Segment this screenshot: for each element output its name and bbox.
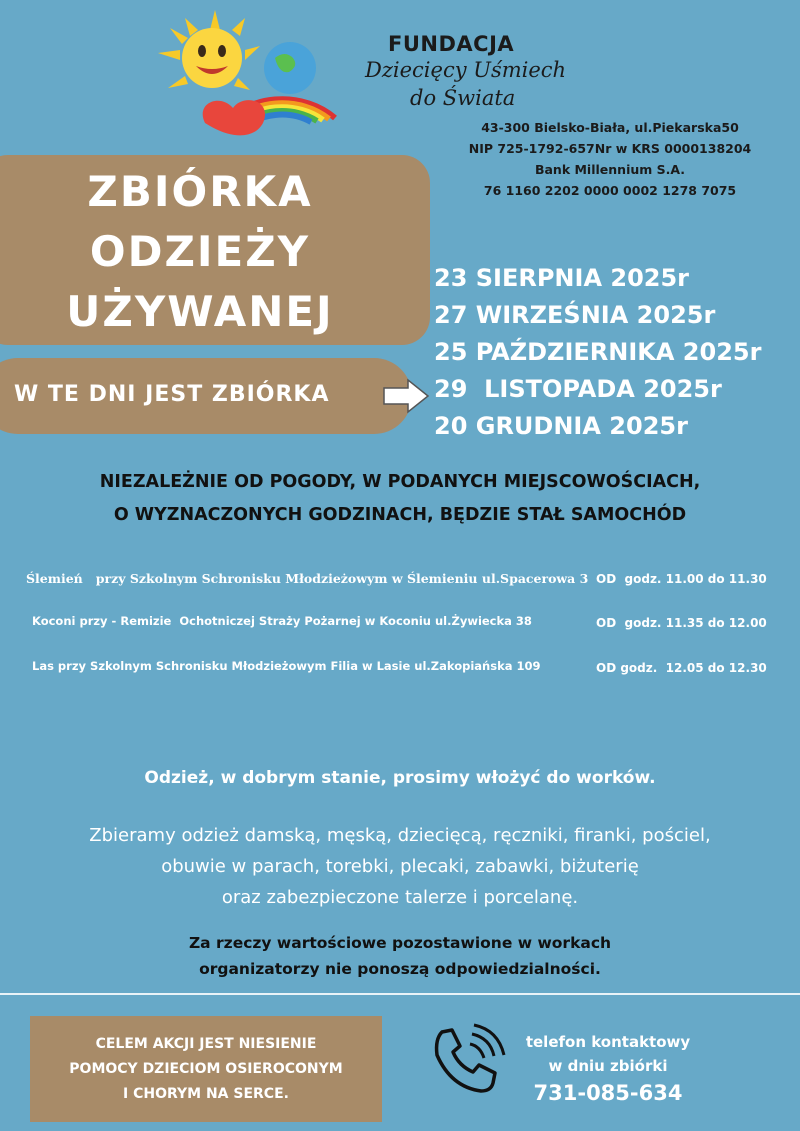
location-place: Koconi przy - Remizie Ochotniczej Straży Pożarnej w Koconiu ul.Żywiecka 38 [32, 614, 532, 628]
location-place: Ślemień przy Szkolnym Schronisku Młodzieżowym w Ślemieniu ul.Spacerowa 3 [26, 571, 589, 586]
arrow-right-icon [382, 378, 430, 414]
org-name: FUNDACJA [388, 32, 515, 56]
phone-icon [428, 1022, 508, 1102]
notice-line-1: NIEZALEŻNIE OD POGODY, W PODANYCH MIEJSCOWOŚCIACH, [99, 472, 701, 492]
location-time: OD godz. 11.35 do 12.00 [596, 616, 767, 630]
date-item: 29 LISTOPADA 2025r [434, 375, 722, 403]
location-time: OD godz. 11.00 do 11.30 [596, 572, 767, 586]
collection-days-label: W TE DNI JEST ZBIÓRKA [14, 382, 330, 407]
goal-line-1: CELEM AKCJI JEST NIESIENIE [95, 1036, 317, 1052]
goal-text [30, 1032, 382, 1107]
goal-line-3: I CHORYM NA SERCE. [123, 1086, 289, 1102]
title-line-2: ODZIEŻY [89, 227, 311, 276]
org-subtitle-2: do Świata [410, 86, 516, 110]
contact-phone-number[interactable]: 731-085-634 [533, 1081, 683, 1105]
org-info [440, 117, 780, 201]
contact-label [508, 1030, 708, 1078]
date-item: 20 GRUDNIA 2025r [434, 412, 688, 440]
org-subtitle-1: Dziecięcy Uśmiech [365, 58, 567, 82]
notice-line-2: O WYZNACZONYCH GODZINACH, BĘDZIE STAŁ SAMOCHÓD [113, 505, 687, 525]
collected-items-line-3: oraz zabezpieczone talerze i porcelanę. [221, 887, 579, 908]
disclaimer-line-2: organizatorzy nie ponoszą odpowiedzialności. [199, 960, 601, 978]
org-account: 76 1160 2202 0000 0002 1278 7075 [483, 183, 737, 198]
org-bank: Bank Millennium S.A. [534, 162, 686, 177]
page-title [0, 162, 400, 342]
disclaimer-line-1: Za rzeczy wartościowe pozostawione w workach [188, 934, 612, 952]
date-item: 23 SIERPNIA 2025r [434, 264, 690, 292]
collected-items-line-1: Zbieramy odzież damską, męską, dziecięcą, ręczniki, firanki, pościel, [89, 825, 711, 846]
contact-label-1: telefon kontaktowy [525, 1033, 691, 1051]
date-item: 27 WIRZEŚNIA 2025r [434, 301, 716, 329]
org-nip: NIP 725-1792-657Nr w KRS 0000138204 [468, 141, 752, 156]
date-item: 25 PAŹDZIERNIKA 2025r [434, 338, 762, 366]
foundation-logo-icon [150, 8, 340, 143]
location-time: OD godz. 12.05 do 12.30 [596, 661, 767, 675]
contact-label-2: w dniu zbiórki [548, 1057, 668, 1075]
collected-items [0, 820, 800, 913]
org-address: 43-300 Bielsko-Biała, ul.Piekarska50 [481, 120, 739, 135]
title-line-1: ZBIÓRKA [87, 167, 313, 216]
collection-dates [434, 260, 761, 445]
bags-note: Odzież, w dobrym stanie, prosimy włożyć do worków. [144, 768, 656, 788]
collected-items-line-2: obuwie w parach, torebki, plecaki, zabawki, biżuterię [161, 856, 639, 877]
divider [0, 993, 800, 995]
goal-line-2: POMOCY DZIECIOM OSIEROCONYM [69, 1061, 343, 1077]
notice-heading [0, 466, 800, 532]
title-line-3: UŻYWANEJ [66, 287, 334, 336]
disclaimer [0, 930, 800, 982]
location-place: Las przy Szkolnym Schronisku Młodzieżowym Filia w Lasie ul.Zakopiańska 109 [32, 659, 541, 673]
